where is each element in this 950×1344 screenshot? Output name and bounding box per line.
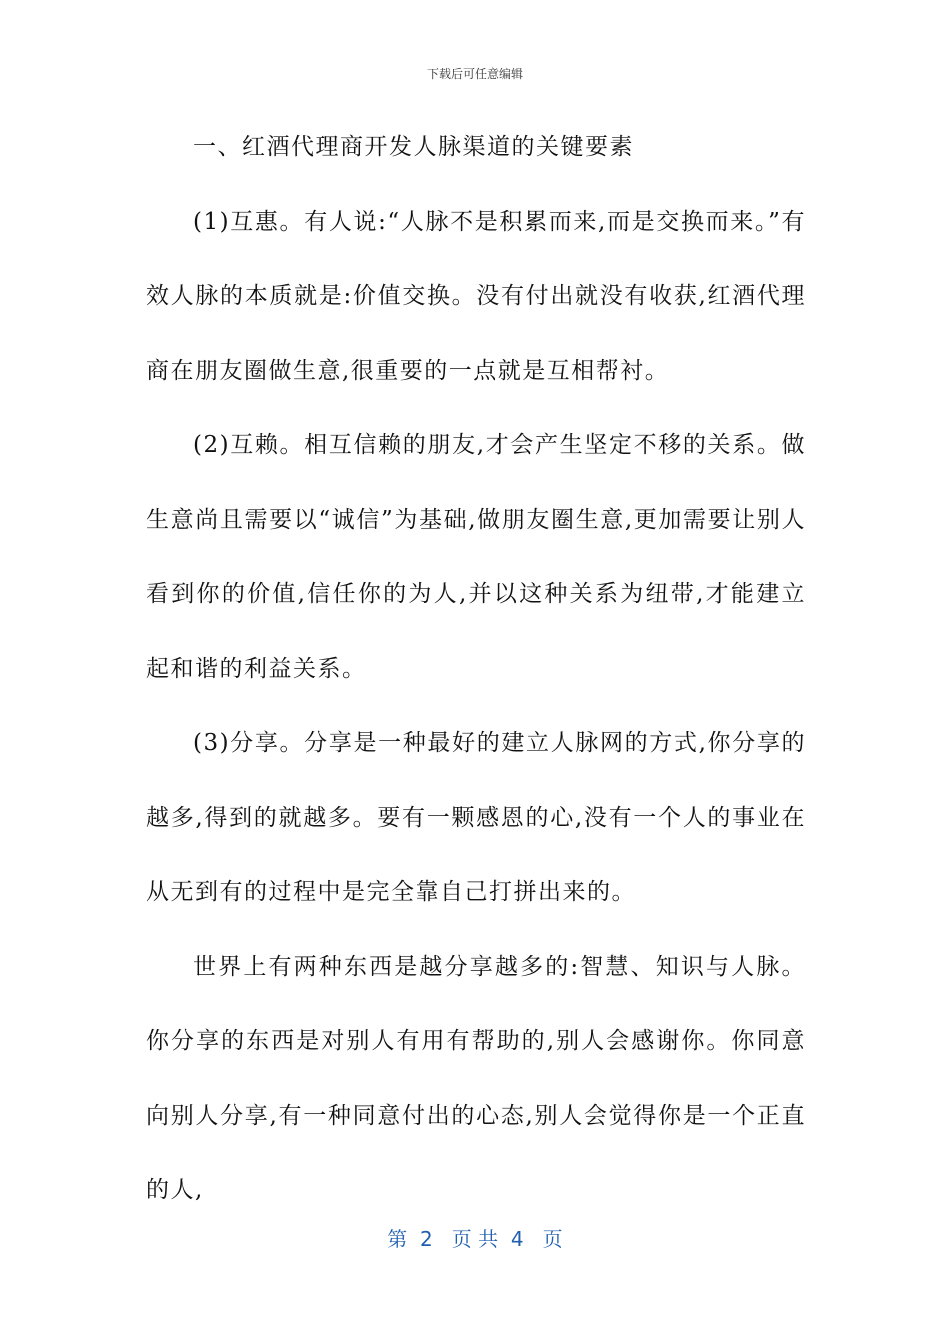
paragraph-sharing: (3)分享。分享是一种最好的建立人脉网的方式,你分享的越多,得到的就越多。要有一颗感恩的心,没有一个人的事业在从无到有的过程中是完全靠自己打拼出来的。 (146, 730, 806, 905)
document-body (146, 110, 806, 1228)
paragraph-mutual-trust: (2)互赖。相互信赖的朋友,才会产生坚定不移的关系。做生意尚且需要以“诚信”为基础,做朋友圈生意,更加需要让别人看到你的价值,信任你的为人,并以这种关系为纽带,才能建立起和谐的利益关系。 (146, 432, 806, 682)
paragraph-reciprocity: (1)互惠。有人说:“人脉不是积累而来,而是交换而来。”有效人脉的本质就是:价值交换。没有付出就没有收获,红酒代理商在朋友圈做生意,很重要的一点就是互相帮衬。 (146, 208, 806, 384)
page-number-footer: 第 2 页 共 4 页 (387, 1227, 563, 1251)
page-header-note: 下载后可任意编辑 (426, 67, 523, 81)
section-heading: 一、红酒代理商开发人脉渠道的关键要素 (193, 134, 634, 160)
paragraph-world-sharing: 世界上有两种东西是越分享越多的:智慧、知识与人脉。你分享的东西是对别人有用有帮助的,别人会感谢你。你同意向别人分享,有一种同意付出的心态,别人会觉得你是一个正直的人, (146, 953, 806, 1203)
